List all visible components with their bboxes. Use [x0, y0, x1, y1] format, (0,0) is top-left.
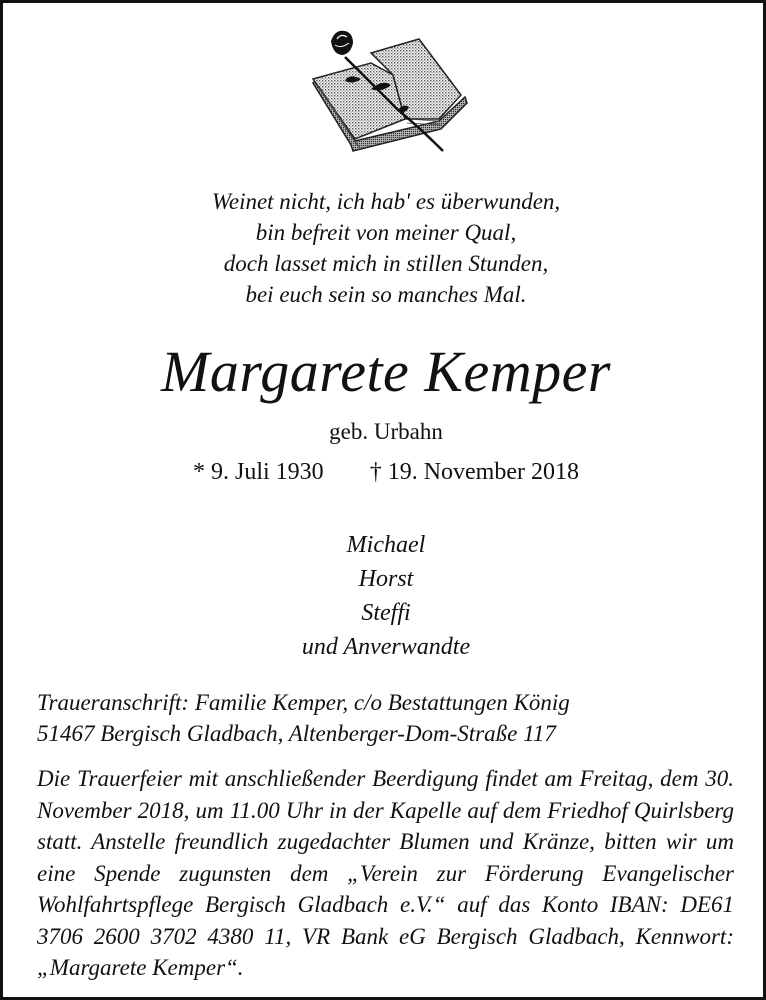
funeral-announcement: Die Trauerfeier mit anschließender Beerdigung findet am Freitag, dem 30. November 2018, um 11.00 Uhr in der Kapelle auf dem Friedhof Quirlsberg statt. Anstelle freundlich zugedachter Blumen und Kränze, bitten wir um eine Spende zugunsten dem „Verein zur Förderung Evangelischer Wohlfahrtspflege Bergisch Gladbach e.V.“ auf das Konto IBAN: DE61 3706 2600 3702 4380 11, VR Bank eG Bergisch Gladbach, Kennwort: „Margarete Kemper“. [37, 766, 734, 980]
poem-line: Weinet nicht, ich hab' es überwunden, [211, 189, 561, 214]
mourner: Horst [358, 566, 414, 592]
death-date: † 19. November 2018 [369, 459, 579, 485]
poem-line: doch lasset mich in stillen Stunden, [223, 251, 549, 276]
poem [3, 186, 766, 310]
deceased-name: Margarete Kemper [161, 339, 611, 404]
birth-name: geb. Urbahn [329, 419, 443, 444]
poem-line: bin befreit von meiner Qual, [255, 220, 517, 245]
mourning-address [37, 687, 737, 749]
mourner: Steffi [361, 600, 411, 626]
mourner: Michael [346, 532, 426, 558]
mourner: und Anverwandte [301, 634, 471, 660]
address-line: Traueranschrift: Familie Kemper, c/o Bestattungen König [37, 690, 570, 715]
mourners-list [3, 528, 766, 664]
book-with-rose-icon [301, 23, 473, 163]
address-line: 51467 Bergisch Gladbach, Altenberger-Dom-Straße 117 [37, 721, 556, 746]
life-dates [3, 456, 766, 488]
poem-line: bei euch sein so manches Mal. [245, 282, 527, 307]
birth-date: * 9. Juli 1930 [193, 459, 324, 485]
